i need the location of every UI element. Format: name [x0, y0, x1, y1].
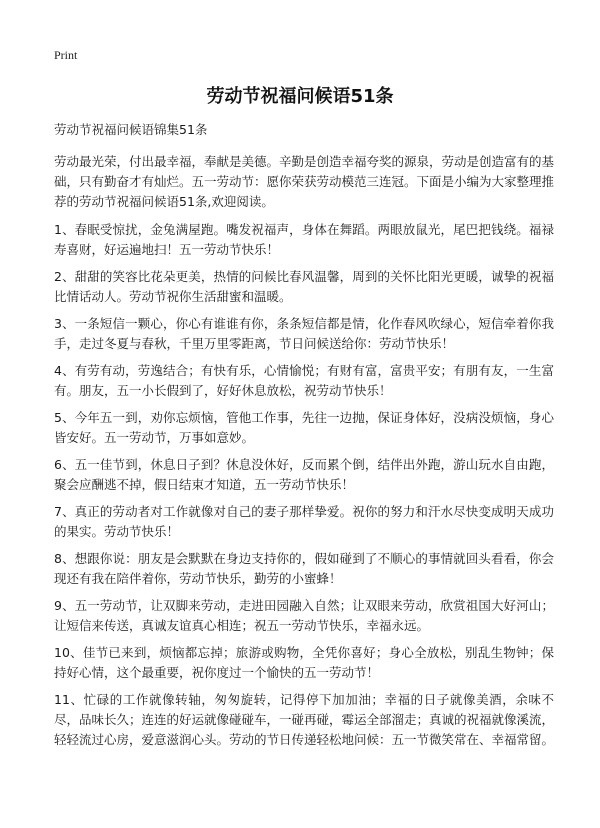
list-item: 9、五一劳动节，让双脚来劳动，走进田园融入自然；让双眼来劳动，欣赏祖国大好河山；让短信来传送，真诚友谊真心相连；祝五一劳动节快乐，幸福永远。	[54, 598, 554, 633]
article-intro: 劳动最光荣，付出最幸福，奉献是美德。辛勤是创造幸福夸奖的源泉，劳动是创造富有的基础，只有勤奋才有灿烂。五一劳动节：愿你荣获劳动模范三连冠。下面是小编为大家整理推荐的劳动节祝福问候语51条,欢迎阅读。	[54, 154, 555, 209]
page-title: 劳动节祝福问候语51条	[206, 86, 394, 107]
list-item: 1、春眠受惊扰，金兔满屋跑。嘴发祝福声，身体在舞蹈。两眼放鼠光，尾巴把钱绕。福禄寿喜财，好运遍地扫！五一劳动节快乐！	[54, 222, 554, 257]
list-item: 7、真正的劳动者对工作就像对自己的妻子那样挚爱。祝你的努力和汗水尽快变成明天成功的果实。劳动节快乐！	[54, 504, 554, 539]
article-subtitle: 劳动节祝福问候语锦集51条	[54, 122, 208, 137]
list-item: 8、想跟你说：朋友是会默默在身边支持你的，假如碰到了不顺心的事情就回头看看，你会现还有我在陪伴着你，劳动节快乐，勤劳的小蜜蜂！	[54, 551, 554, 586]
list-item: 5、今年五一到，劝你忘烦恼，管他工作事，先往一边抛，保证身体好，没病没烦恼，身心皆安好。五一劳动节，万事如意妙。	[54, 410, 554, 445]
list-item: 10、佳节已来到，烦恼都忘掉；旅游或购物，全凭你喜好；身心全放松，别乱生物钟；保持好心情，这个最重要，祝你度过一个愉快的五一劳动节！	[54, 645, 554, 680]
list-item: 3、一条短信一颗心，你心有谁谁有你，条条短信都是情，化作春风吹绿心，短信牵着你我手，走过冬夏与春秋，千里万里零距离，节日问候送给你：劳动节快乐！	[54, 316, 554, 351]
list-item: 2、甜甜的笑容比花朵更美，热情的问候比春风温馨，周到的关怀比阳光更暖，诚挚的祝福比情话动人。劳动节祝你生活甜蜜和温暖。	[54, 269, 554, 304]
article-content	[54, 120, 554, 757]
list-item: 6、五一佳节到，休息日子到？休息没休好，反而累个倒，结伴出外跑，游山玩水自由跑，聚会应酬逃不掉，假日结束才知道，五一劳动节快乐！	[54, 457, 554, 492]
print-link[interactable]: Print	[54, 48, 78, 62]
greeting-list	[54, 220, 554, 750]
list-item: 4、有劳有动，劳逸结合；有快有乐，心情愉悦；有财有富，富贵平安；有朋有友，一生富有。朋友，五一小长假到了，好好休息放松，祝劳动节快乐！	[54, 363, 554, 398]
list-item: 11、忙碌的工作就像转轴，匆匆旋转，记得停下加加油；幸福的日子就像美酒，余味不尽，品味长久；连连的好运就像碰碰车，一碰再碰，霉运全部溜走；真诚的祝福就像溪流，轻轻流过心房，爱意滋润心头。劳动的节日传递轻松地问候：五一节微笑常在、幸福常留。	[54, 692, 555, 747]
